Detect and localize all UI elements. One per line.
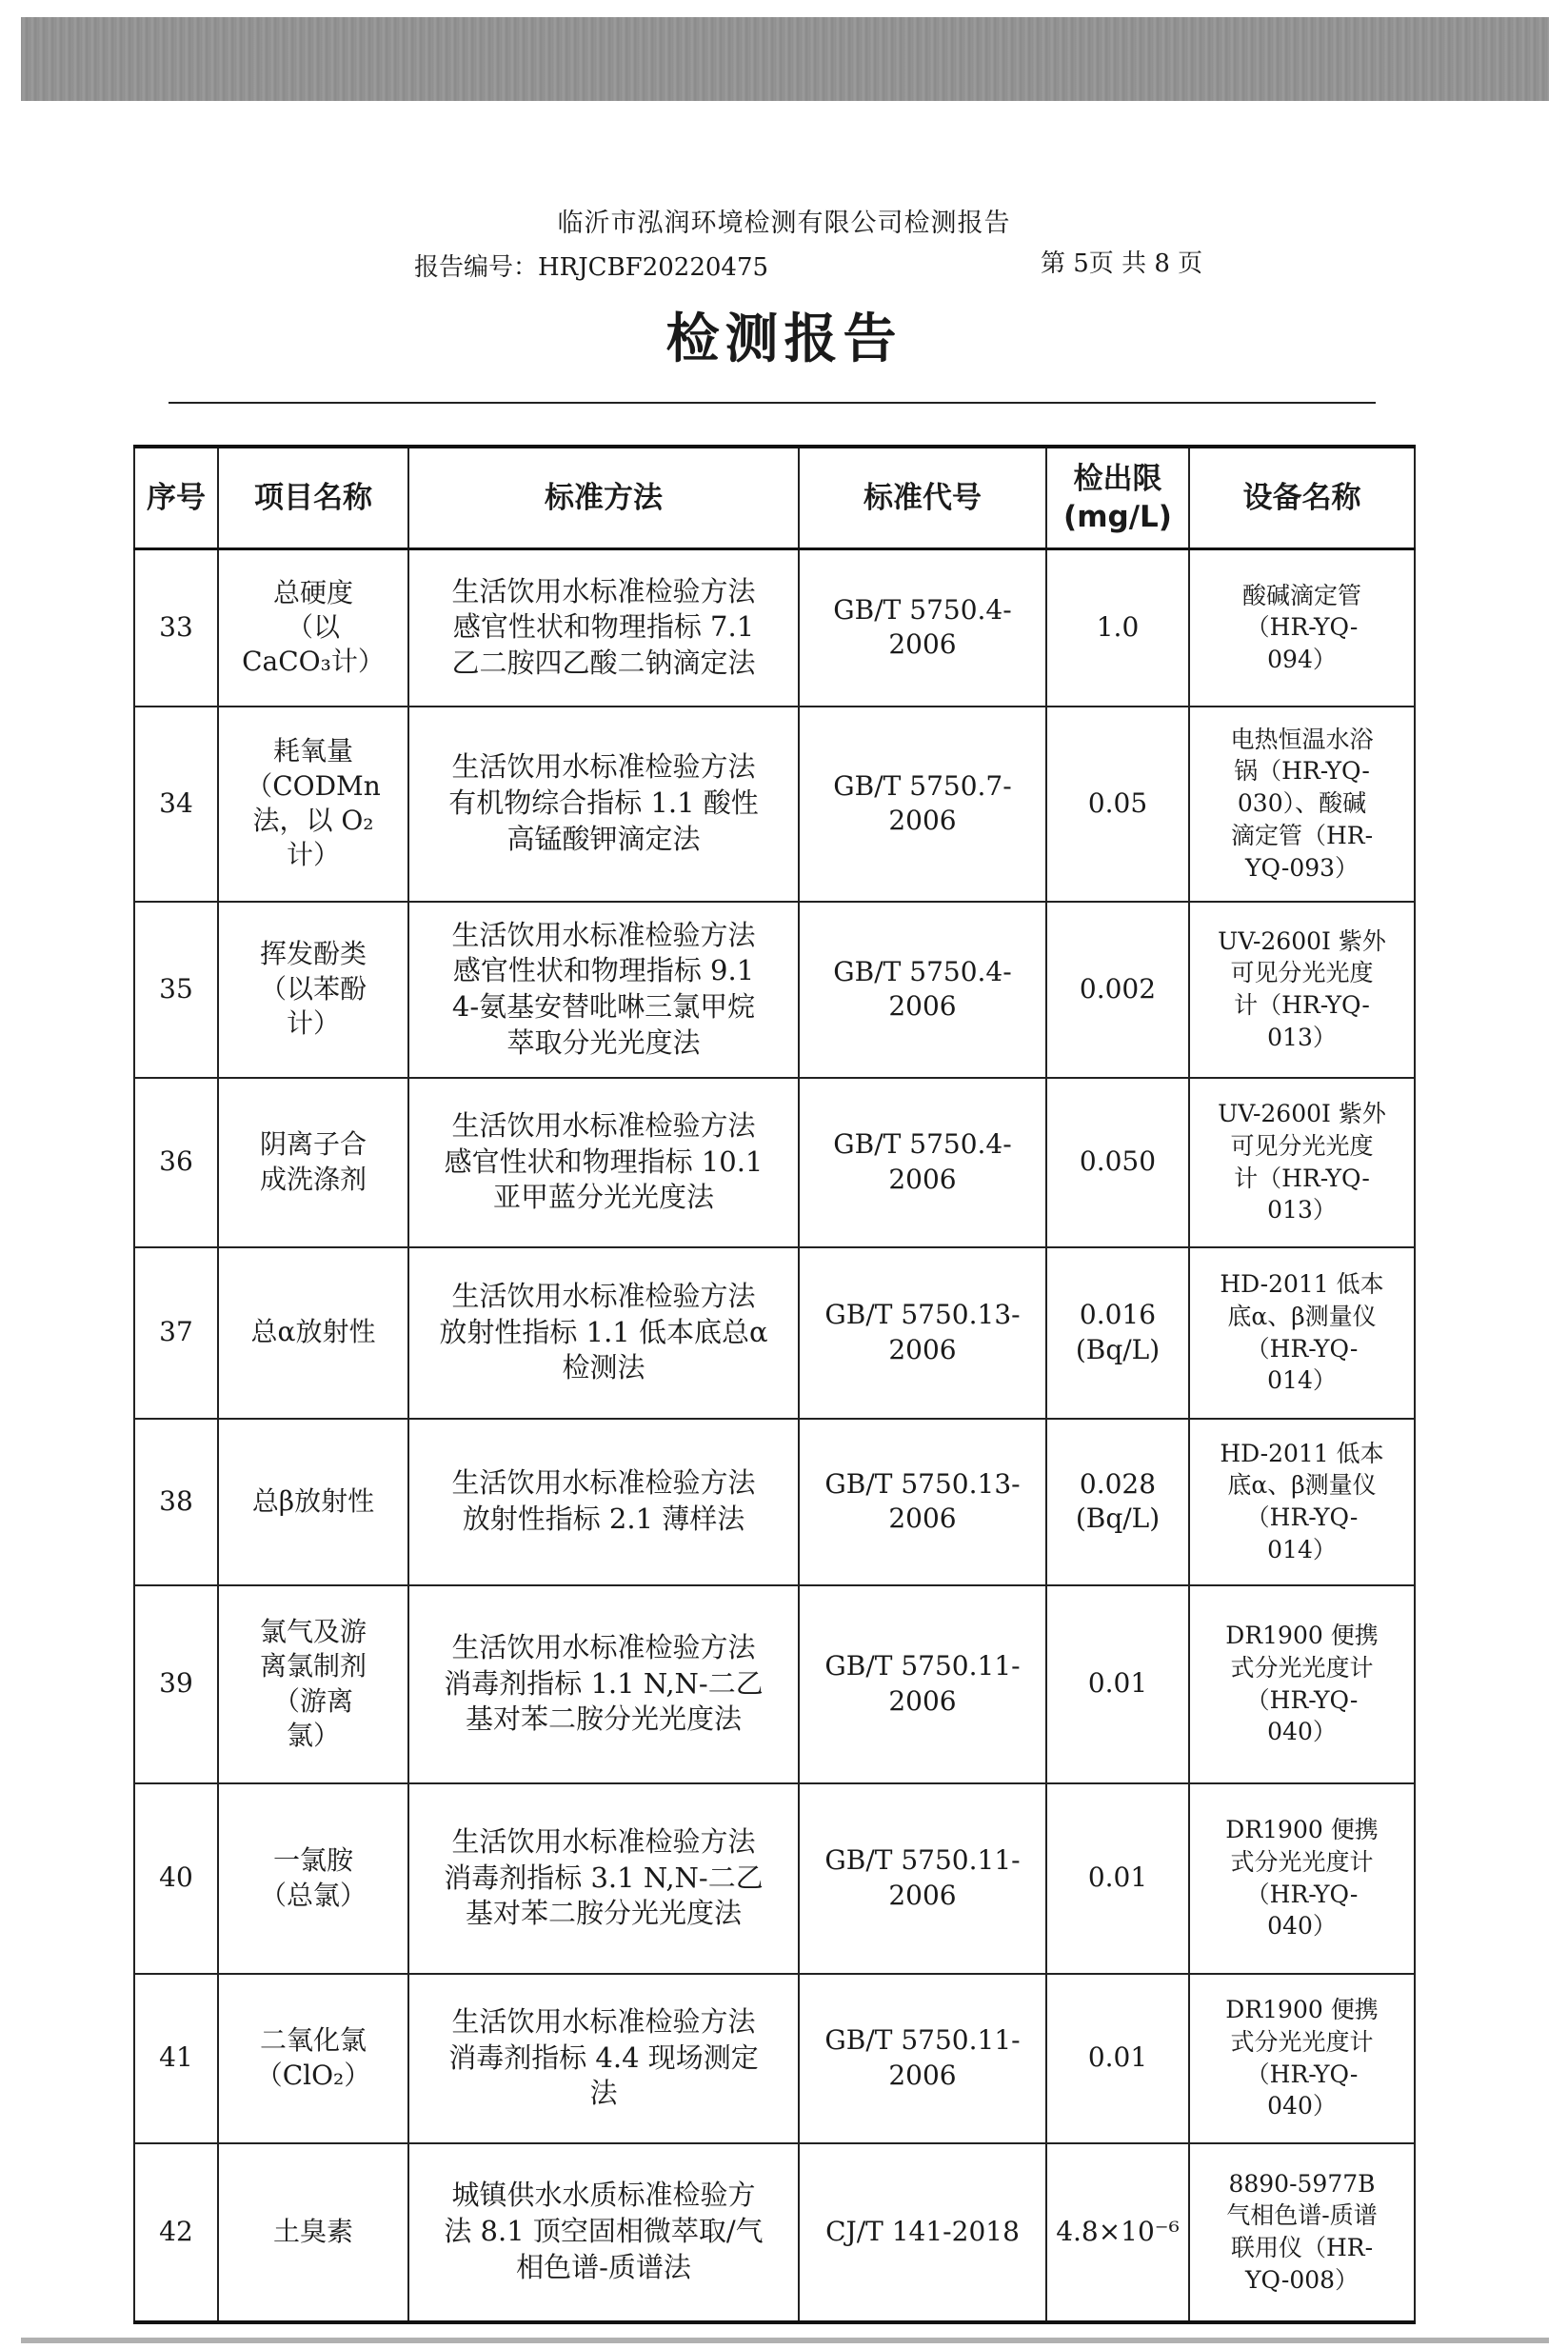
company-header: 临沂市泓润环境检测有限公司检测报告: [557, 209, 1011, 238]
cell-code: GB/T 5750.11- 2006: [799, 1974, 1046, 2143]
cell-limit: 0.028 (Bq/L): [1046, 1419, 1189, 1585]
cell-equipment: HD-2011 低本 底α、β测量仪 （HR-YQ- 014）: [1189, 1247, 1415, 1419]
cell-item: 一氯胺 （总氯）: [218, 1783, 408, 1974]
cell-no: 42: [134, 2143, 218, 2322]
test-methods-table: [133, 445, 1416, 2324]
cell-equipment: 酸碱滴定管 （HR-YQ- 094）: [1189, 549, 1415, 707]
cell-item: 氯气及游 离氯制剂 （游离 氯）: [218, 1585, 408, 1783]
cell-no: 39: [134, 1585, 218, 1783]
cell-no: 34: [134, 707, 218, 902]
cell-no: 33: [134, 549, 218, 707]
table-row: [134, 707, 1415, 902]
table-header-row: [134, 447, 1415, 549]
cell-method: 城镇供水水质标准检验方 法 8.1 顶空固相微萃取/气 相色谱-质谱法: [408, 2143, 799, 2322]
table-row: [134, 1078, 1415, 1247]
cell-limit: 0.01: [1046, 1974, 1189, 2143]
cell-method: 生活饮用水标准检验方法 感官性状和物理指标 7.1 乙二胺四乙酸二钠滴定法: [408, 549, 799, 707]
cell-code: GB/T 5750.4- 2006: [799, 549, 1046, 707]
cell-code: CJ/T 141-2018: [799, 2143, 1046, 2322]
cell-equipment: UV-2600I 紫外 可见分光光度 计（HR-YQ- 013）: [1189, 902, 1415, 1078]
header-code: 标准代号: [799, 447, 1046, 549]
cell-method: 生活饮用水标准检验方法 消毒剂指标 4.4 现场测定 法: [408, 1974, 799, 2143]
header-item: 项目名称: [218, 447, 408, 549]
cell-limit: 4.8×10⁻⁶: [1046, 2143, 1189, 2322]
cell-equipment: DR1900 便携 式分光光度计 （HR-YQ- 040）: [1189, 1783, 1415, 1974]
cell-item: 总硬度 （以 CaCO₃计）: [218, 549, 408, 707]
cell-limit: 0.016 (Bq/L): [1046, 1247, 1189, 1419]
cell-code: GB/T 5750.11- 2006: [799, 1585, 1046, 1783]
cell-limit: 0.002: [1046, 902, 1189, 1078]
cell-limit: 1.0: [1046, 549, 1189, 707]
cell-method: 生活饮用水标准检验方法 感官性状和物理指标 9.1 4-氨基安替吡啉三氯甲烷 萃取分光光度法: [408, 902, 799, 1078]
cell-no: 38: [134, 1419, 218, 1585]
cell-method: 生活饮用水标准检验方法 放射性指标 2.1 薄样法: [408, 1419, 799, 1585]
document-title: 检测报告: [665, 309, 903, 370]
scan-edge-bottom: [21, 2338, 1549, 2343]
page-number: 第 5页 共 8 页: [1041, 249, 1203, 278]
scan-edge-top: [21, 17, 1549, 101]
cell-item: 总α放射性: [218, 1247, 408, 1419]
cell-limit: 0.01: [1046, 1585, 1189, 1783]
header-method: 标准方法: [408, 447, 799, 549]
table-row: [134, 902, 1415, 1078]
cell-code: GB/T 5750.13- 2006: [799, 1247, 1046, 1419]
cell-item: 阴离子合 成洗涤剂: [218, 1078, 408, 1247]
cell-item: 耗氧量 （CODMn 法，以 O₂ 计）: [218, 707, 408, 902]
cell-equipment: 电热恒温水浴 锅（HR-YQ- 030）、酸碱 滴定管（HR- YQ-093）: [1189, 707, 1415, 902]
table-row: [134, 1783, 1415, 1974]
cell-method: 生活饮用水标准检验方法 放射性指标 1.1 低本底总α 检测法: [408, 1247, 799, 1419]
cell-no: 41: [134, 1974, 218, 2143]
cell-item: 二氧化氯 （ClO₂）: [218, 1974, 408, 2143]
cell-no: 36: [134, 1078, 218, 1247]
cell-equipment: UV-2600I 紫外 可见分光光度 计（HR-YQ- 013）: [1189, 1078, 1415, 1247]
cell-no: 37: [134, 1247, 218, 1419]
table-row: [134, 1974, 1415, 2143]
cell-code: GB/T 5750.4- 2006: [799, 902, 1046, 1078]
table-row: [134, 1247, 1415, 1419]
cell-limit: 0.050: [1046, 1078, 1189, 1247]
header-limit: 检出限 (mg/L): [1046, 447, 1189, 549]
header-equipment: 设备名称: [1189, 447, 1415, 549]
cell-equipment: HD-2011 低本 底α、β测量仪 （HR-YQ- 014）: [1189, 1419, 1415, 1585]
cell-method: 生活饮用水标准检验方法 消毒剂指标 1.1 N,N-二乙 基对苯二胺分光光度法: [408, 1585, 799, 1783]
table-row: [134, 549, 1415, 707]
report-number: 报告编号：HRJCBF20220475: [414, 253, 769, 282]
cell-item: 土臭素: [218, 2143, 408, 2322]
cell-method: 生活饮用水标准检验方法 消毒剂指标 3.1 N,N-二乙 基对苯二胺分光光度法: [408, 1783, 799, 1974]
cell-code: GB/T 5750.4- 2006: [799, 1078, 1046, 1247]
cell-item: 挥发酚类 （以苯酚 计）: [218, 902, 408, 1078]
cell-equipment: DR1900 便携 式分光光度计 （HR-YQ- 040）: [1189, 1974, 1415, 2143]
table-row: [134, 1419, 1415, 1585]
cell-method: 生活饮用水标准检验方法 感官性状和物理指标 10.1 亚甲蓝分光光度法: [408, 1078, 799, 1247]
cell-equipment: DR1900 便携 式分光光度计 （HR-YQ- 040）: [1189, 1585, 1415, 1783]
cell-no: 40: [134, 1783, 218, 1974]
header-no: 序号: [134, 447, 218, 549]
cell-equipment: 8890-5977B 气相色谱-质谱 联用仪（HR- YQ-008）: [1189, 2143, 1415, 2322]
cell-method: 生活饮用水标准检验方法 有机物综合指标 1.1 酸性 高锰酸钾滴定法: [408, 707, 799, 902]
cell-limit: 0.01: [1046, 1783, 1189, 1974]
cell-no: 35: [134, 902, 218, 1078]
cell-code: GB/T 5750.13- 2006: [799, 1419, 1046, 1585]
cell-limit: 0.05: [1046, 707, 1189, 902]
header-rule: [169, 402, 1376, 404]
cell-code: GB/T 5750.7- 2006: [799, 707, 1046, 902]
table-row: [134, 1585, 1415, 1783]
cell-code: GB/T 5750.11- 2006: [799, 1783, 1046, 1974]
table-row: [134, 2143, 1415, 2322]
cell-item: 总β放射性: [218, 1419, 408, 1585]
